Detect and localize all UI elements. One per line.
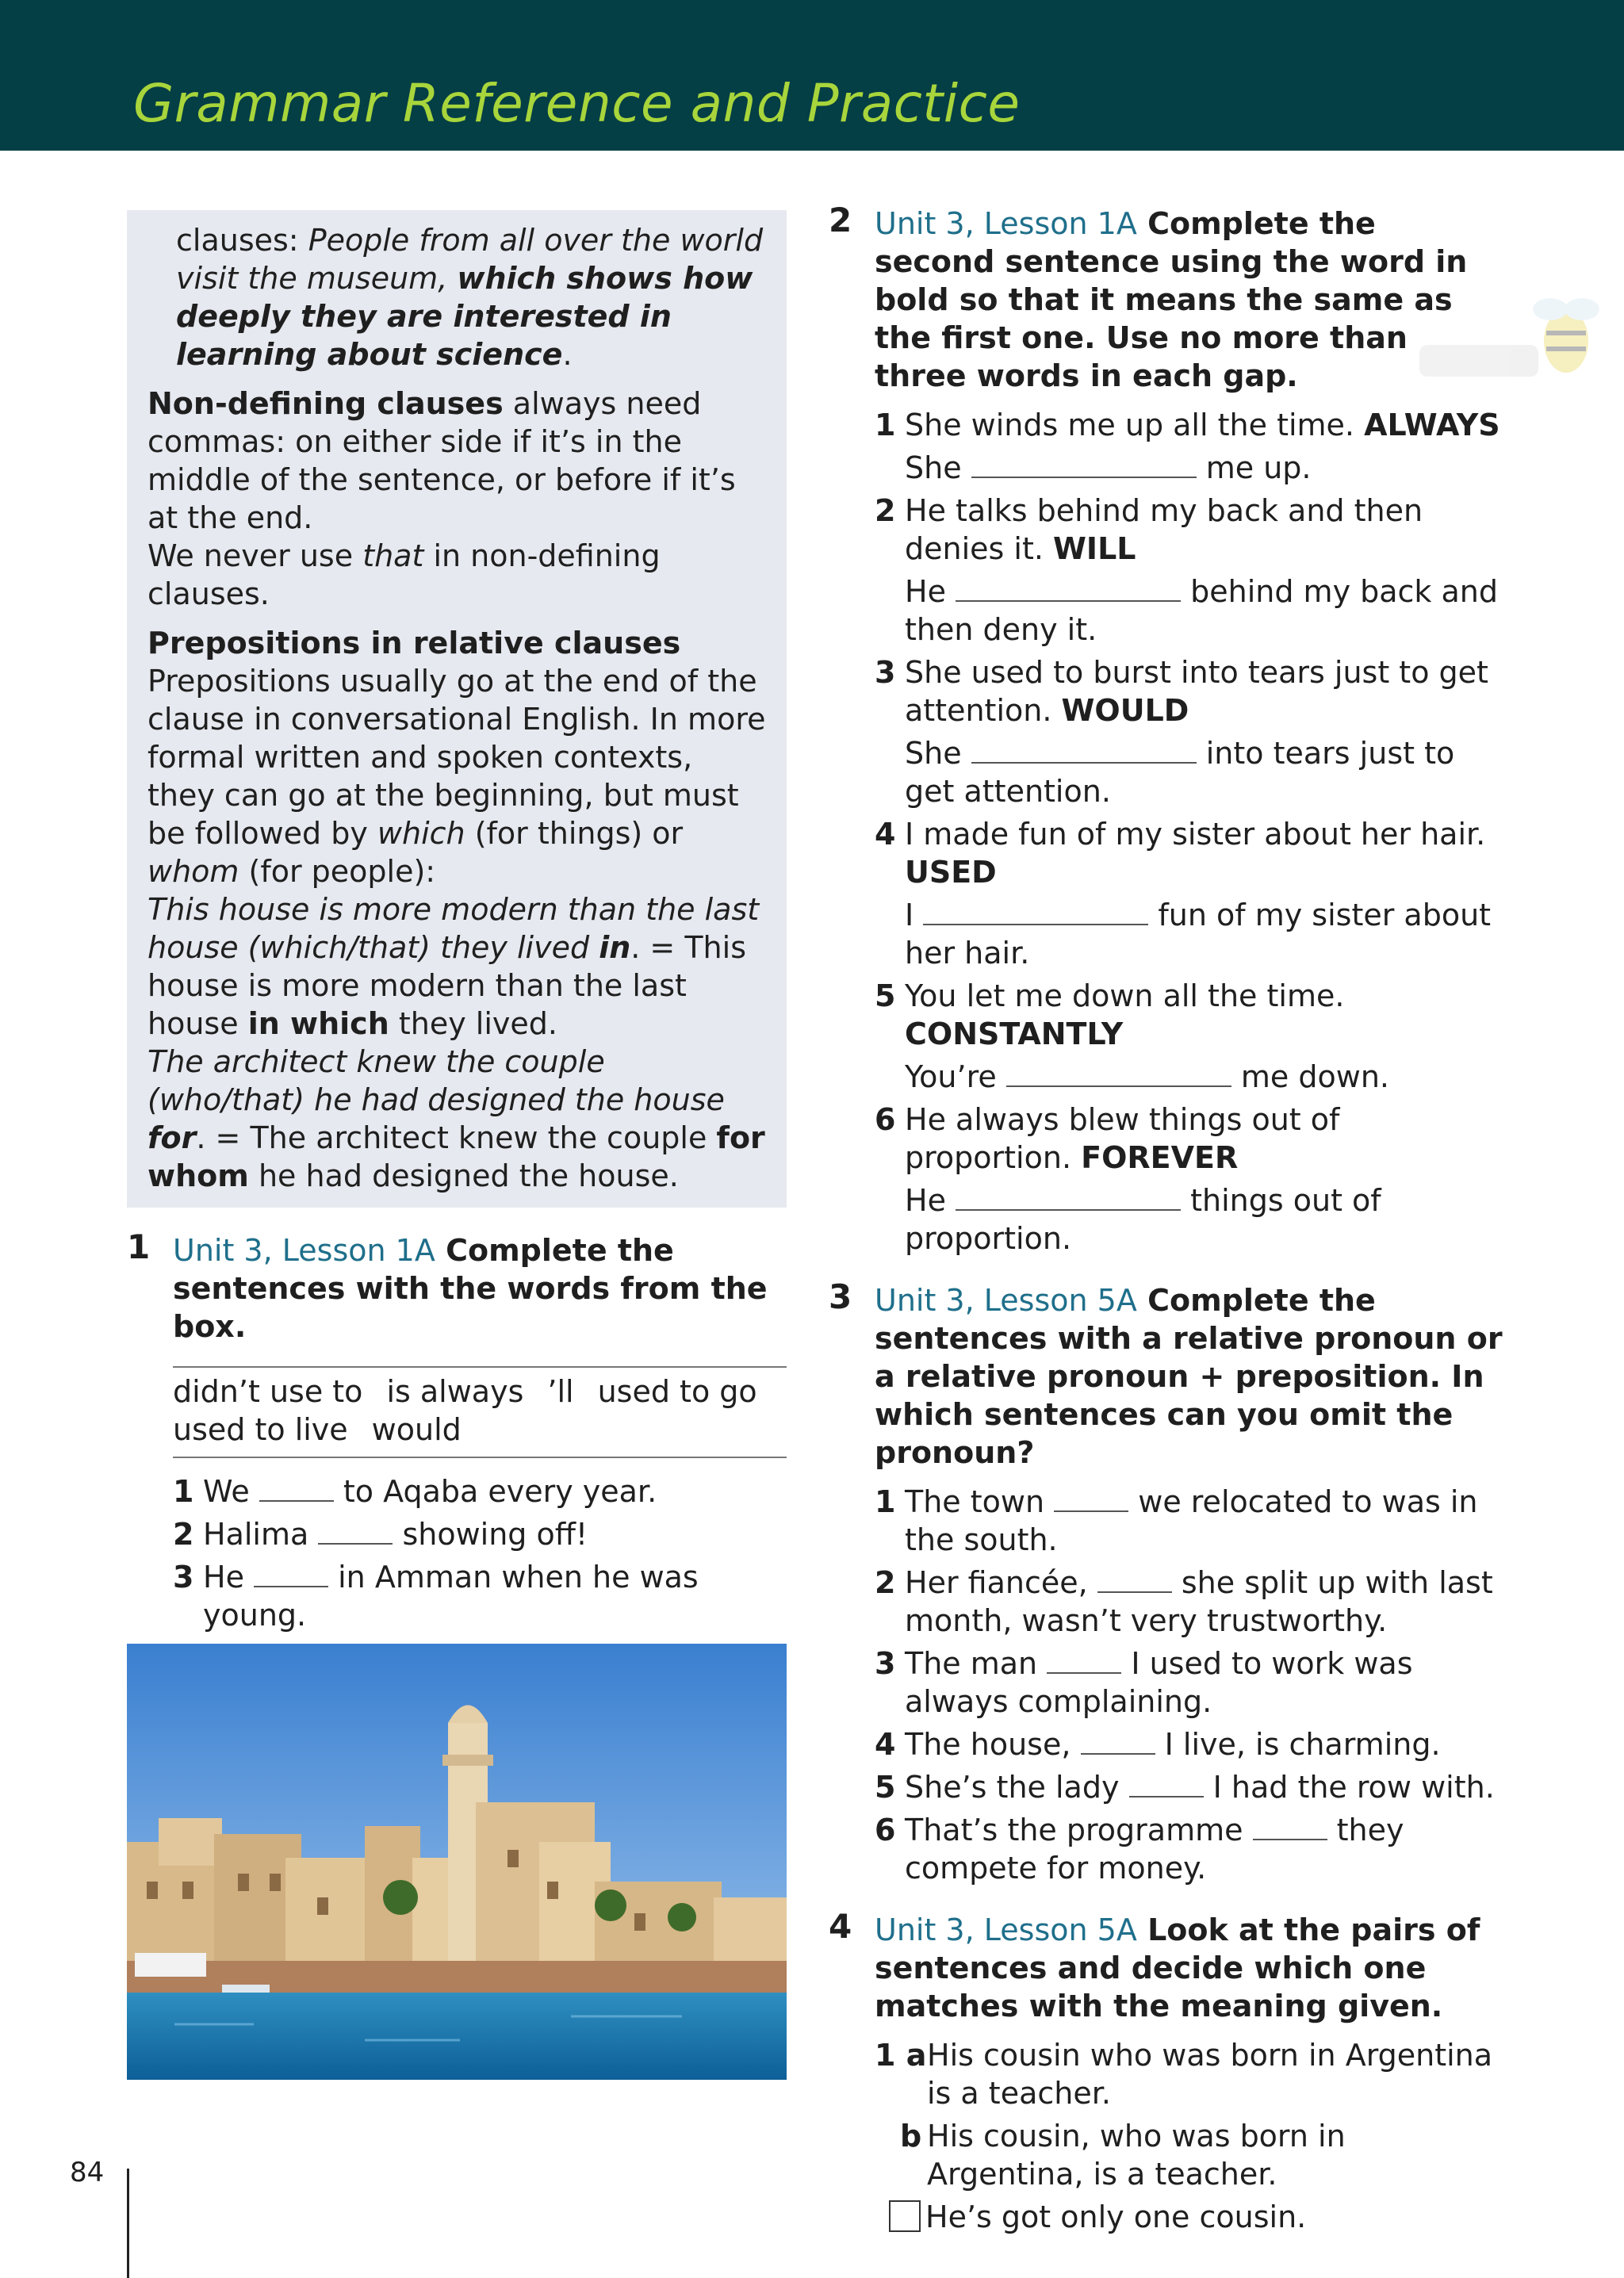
- reference-paragraph: Prepositions usually go at the end of the clause in conversational English. In more formal written and spoken contexts, they can go at the beginning, but must be followed by which (for things) or whom (for people):: [147, 664, 766, 889]
- box-word: used to live: [173, 1412, 348, 1447]
- footer-rule: [127, 2169, 129, 2278]
- grammar-reference-box: [127, 210, 787, 1208]
- answer-blank[interactable]: [1081, 1728, 1155, 1755]
- reference-paragraph: We never use that in non-defining clauses.: [147, 538, 661, 611]
- box-word: ’ll: [547, 1374, 574, 1409]
- box-word: didn’t use to: [173, 1374, 363, 1409]
- answer-blank[interactable]: [1006, 1060, 1231, 1087]
- exercise-number: 1: [127, 1227, 151, 1266]
- page-number: 84: [70, 2157, 105, 2188]
- exercise-instruction: Unit 3, Lesson 5A Look at the pairs of sentences and decide which one matches with the meaning given.: [875, 1912, 1480, 2023]
- reference-example: This house is more modern than the last house (which/that) they lived in. = This house is more modern than the last house in which they lived.: [147, 892, 760, 1041]
- exercise-item: 3 She used to burst into tears just to get attention. WOULD She into tears just to get attention.: [875, 655, 1488, 809]
- exercise-item: 4 I made fun of my sister about her hair. USED I fun of my sister about her hair.: [875, 817, 1492, 971]
- answer-blank[interactable]: [956, 575, 1181, 602]
- box-word: used to go: [597, 1374, 757, 1409]
- exercise-item: 2 Halima showing off!: [173, 1517, 588, 1552]
- answer-blank[interactable]: [1097, 1566, 1172, 1593]
- exercise-number: 4: [829, 1907, 852, 1946]
- answer-blank[interactable]: [971, 737, 1197, 764]
- page-header: [0, 0, 1624, 151]
- harbour-photo: [127, 1644, 787, 2080]
- answer-blank[interactable]: [923, 898, 1148, 925]
- meaning-option: He’s got only one cousin.: [875, 2198, 1503, 2236]
- reference-example: The architect knew the couple (who/that) he had designed the house for. = The architect knew the couple for whom he had designed the house.: [147, 1044, 765, 1193]
- answer-blank[interactable]: [1047, 1647, 1121, 1674]
- exercise-item: 6 He always blew things out of proportion. FOREVER He things out of proportion.: [875, 1102, 1381, 1256]
- exercise-item: 3 The man I used to work was always complaining.: [875, 1646, 1413, 1719]
- exercise-number: 2: [829, 201, 852, 239]
- word-box: [173, 1366, 787, 1458]
- exercise-item: 3 He in Amman when he was young.: [173, 1560, 699, 1633]
- answer-blank[interactable]: [956, 1184, 1181, 1211]
- exercise-item: b His cousin, who was born in Argentina, is a teacher.: [900, 2119, 1346, 2192]
- exercise-item: 2 He talks behind my back and then denies it. WILL He behind my back and then deny it.: [875, 493, 1499, 647]
- exercise-instruction: Unit 3, Lesson 5A Complete the sentences with a relative pronoun or a relative pronoun + preposition. In which sentences can you omit the pronoun?: [875, 1283, 1503, 1470]
- exercise-item: 1 She winds me up all the time. ALWAYS She me up.: [875, 408, 1500, 485]
- reference-heading: Prepositions in relative clauses: [147, 626, 681, 660]
- reference-paragraph: clauses: People from all over the world visit the museum, which shows how deeply they are interested in learning about science.: [176, 223, 764, 372]
- exercise-4: [829, 1907, 1503, 2236]
- page-title: Grammar Reference and Practice: [133, 73, 1021, 134]
- exercise-instruction: Unit 3, Lesson 1A Complete the sentences with the words from the box.: [173, 1233, 768, 1344]
- right-column: [829, 201, 1503, 2241]
- answer-blank[interactable]: [1129, 1771, 1204, 1798]
- answer-blank[interactable]: [1253, 1813, 1327, 1840]
- answer-blank[interactable]: [254, 1560, 328, 1587]
- answer-checkbox[interactable]: [889, 2200, 921, 2232]
- exercise-instruction: Unit 3, Lesson 1A Complete the second sentence using the word in bold so that it means the same as the first one. Use no more than three words in each gap.: [875, 206, 1468, 393]
- exercise-item: 6 That’s the programme they compete for money.: [875, 1813, 1404, 1886]
- answer-blank[interactable]: [1054, 1485, 1128, 1512]
- exercise-item: 2 Her fiancée, she split up with last month, wasn’t very trustworthy.: [875, 1565, 1493, 1638]
- reference-paragraph: Non-defining clauses always need commas: on either side if it’s in the middle of the sentence, or before if it’s at the end.: [147, 386, 736, 535]
- box-word: would: [371, 1412, 462, 1447]
- exercise-item: 1 The town we relocated to was in the south.: [875, 1484, 1478, 1557]
- left-column: [127, 210, 787, 1843]
- exercise-3: [829, 1277, 1503, 1887]
- box-word: is always: [386, 1374, 524, 1409]
- exercise-item: 4 The house, I live, is charming.: [875, 1727, 1441, 1762]
- exercise-item: 5 You let me down all the time. CONSTANTLY You’re me down.: [875, 978, 1389, 1094]
- answer-blank[interactable]: [259, 1475, 334, 1502]
- answer-blank[interactable]: [318, 1518, 393, 1545]
- exercise-item: 1 We to Aqaba every year.: [173, 1474, 657, 1509]
- exercise-item: 1 a His cousin who was born in Argentina is a teacher.: [875, 2038, 1493, 2111]
- exercise-number: 3: [829, 1277, 852, 1316]
- answer-blank[interactable]: [971, 451, 1197, 478]
- exercise-item: 5 She’s the lady I had the row with.: [875, 1770, 1495, 1805]
- exercise-2: [829, 201, 1503, 1258]
